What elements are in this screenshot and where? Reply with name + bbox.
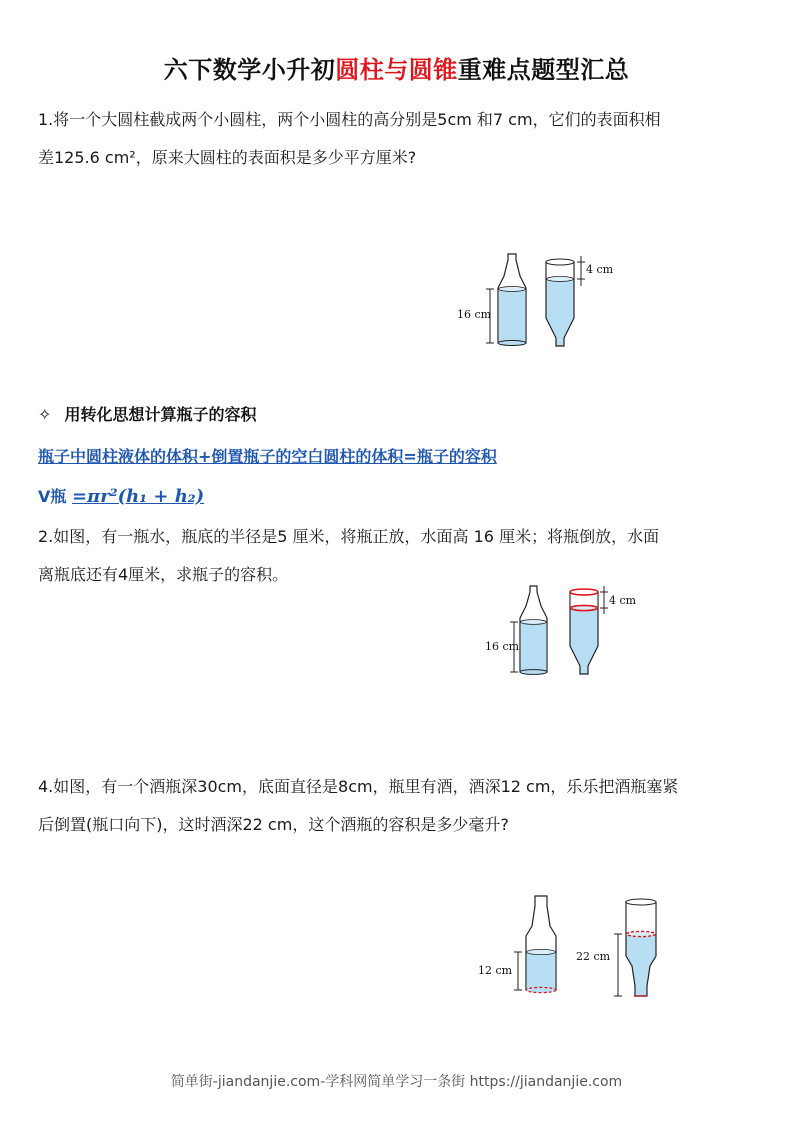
- sparkle-icon: ✧: [38, 405, 52, 424]
- upright-bottle-base: [520, 670, 547, 675]
- question-1-line1: 1.将一个大圆柱截成两个小圆柱，两个小圆柱的高分别是5cm 和7 cm，它们的表面积相: [38, 110, 661, 129]
- figure-3-label-left: 12 cm: [478, 964, 513, 977]
- figure-3-label-right: 22 cm: [576, 950, 611, 963]
- figure-1-label-right: 4 cm: [586, 263, 614, 276]
- figure-1-bottles: [440, 248, 620, 348]
- upright-wine-level: [527, 952, 556, 989]
- title-part2: 重难点题型汇总: [457, 56, 630, 84]
- question-4-line2: 后倒置(瓶口向下)，这时酒深22 cm，这个酒瓶的容积是多少毫升?: [38, 815, 509, 834]
- inverted-water-surface-ring: [571, 605, 598, 610]
- question-4-line1: 4.如图，有一个酒瓶深30cm，底面直径是8cm，瓶里有酒，酒深12 cm，乐乐把酒瓶塞紧: [38, 777, 679, 796]
- tip-formula: [38, 484, 204, 507]
- figure-3-wine-bottles: [470, 890, 670, 1002]
- tip-heading: [38, 402, 257, 425]
- upright-bottle-base: [498, 341, 526, 346]
- footer-source: 简单街-jiandanjie.com-学科网简单学习一条街 https://jiandanjie.com: [170, 1074, 623, 1090]
- title-part1: 六下数学小升初: [163, 56, 336, 84]
- inverted-water-surface: [547, 277, 574, 282]
- formula-prefix: V瓶: [38, 487, 67, 506]
- upright-wine-base: [526, 987, 556, 992]
- inverted-wine-top: [626, 899, 656, 905]
- figure-2-label-left: 16 cm: [485, 640, 520, 653]
- upright-water-surface: [499, 287, 526, 292]
- figure-2-bottles: [480, 582, 640, 678]
- upright-water-surface: [521, 620, 547, 625]
- page-title: [0, 50, 793, 85]
- inverted-bottle-top-ring: [570, 589, 598, 595]
- question-1: [38, 101, 758, 177]
- figure-2-label-right: 4 cm: [609, 594, 637, 607]
- question-2-line2: 离瓶底还有4厘米，求瓶子的容积。: [38, 565, 289, 584]
- upright-wine-surface: [527, 949, 556, 954]
- figure-1-label-left: 16 cm: [457, 308, 492, 321]
- question-4: [38, 768, 758, 844]
- inverted-wine-surface: [627, 931, 656, 936]
- title-highlight: 圆柱与圆锥: [335, 56, 458, 84]
- formula-expression: =πr²(h₁ + h₂): [71, 486, 205, 507]
- tip-rule: 瓶子中圆柱液体的体积+倒置瓶子的空白圆柱的体积=瓶子的容积: [38, 447, 497, 466]
- question-2-line1: 2.如图，有一瓶水，瓶底的半径是5 厘米，将瓶正放，水面高 16 厘米；将瓶倒放，水面: [38, 527, 660, 546]
- upright-bottle-water: [499, 289, 526, 342]
- inverted-wine-air: [627, 902, 656, 934]
- upright-bottle-water: [521, 622, 547, 671]
- inverted-bottle-top: [546, 259, 574, 265]
- tip-title: 用转化思想计算瓶子的容积: [64, 405, 257, 424]
- question-1-line2: 差125.6 cm²，原来大圆柱的表面积是多少平方厘米?: [38, 148, 417, 167]
- question-2: [38, 518, 758, 594]
